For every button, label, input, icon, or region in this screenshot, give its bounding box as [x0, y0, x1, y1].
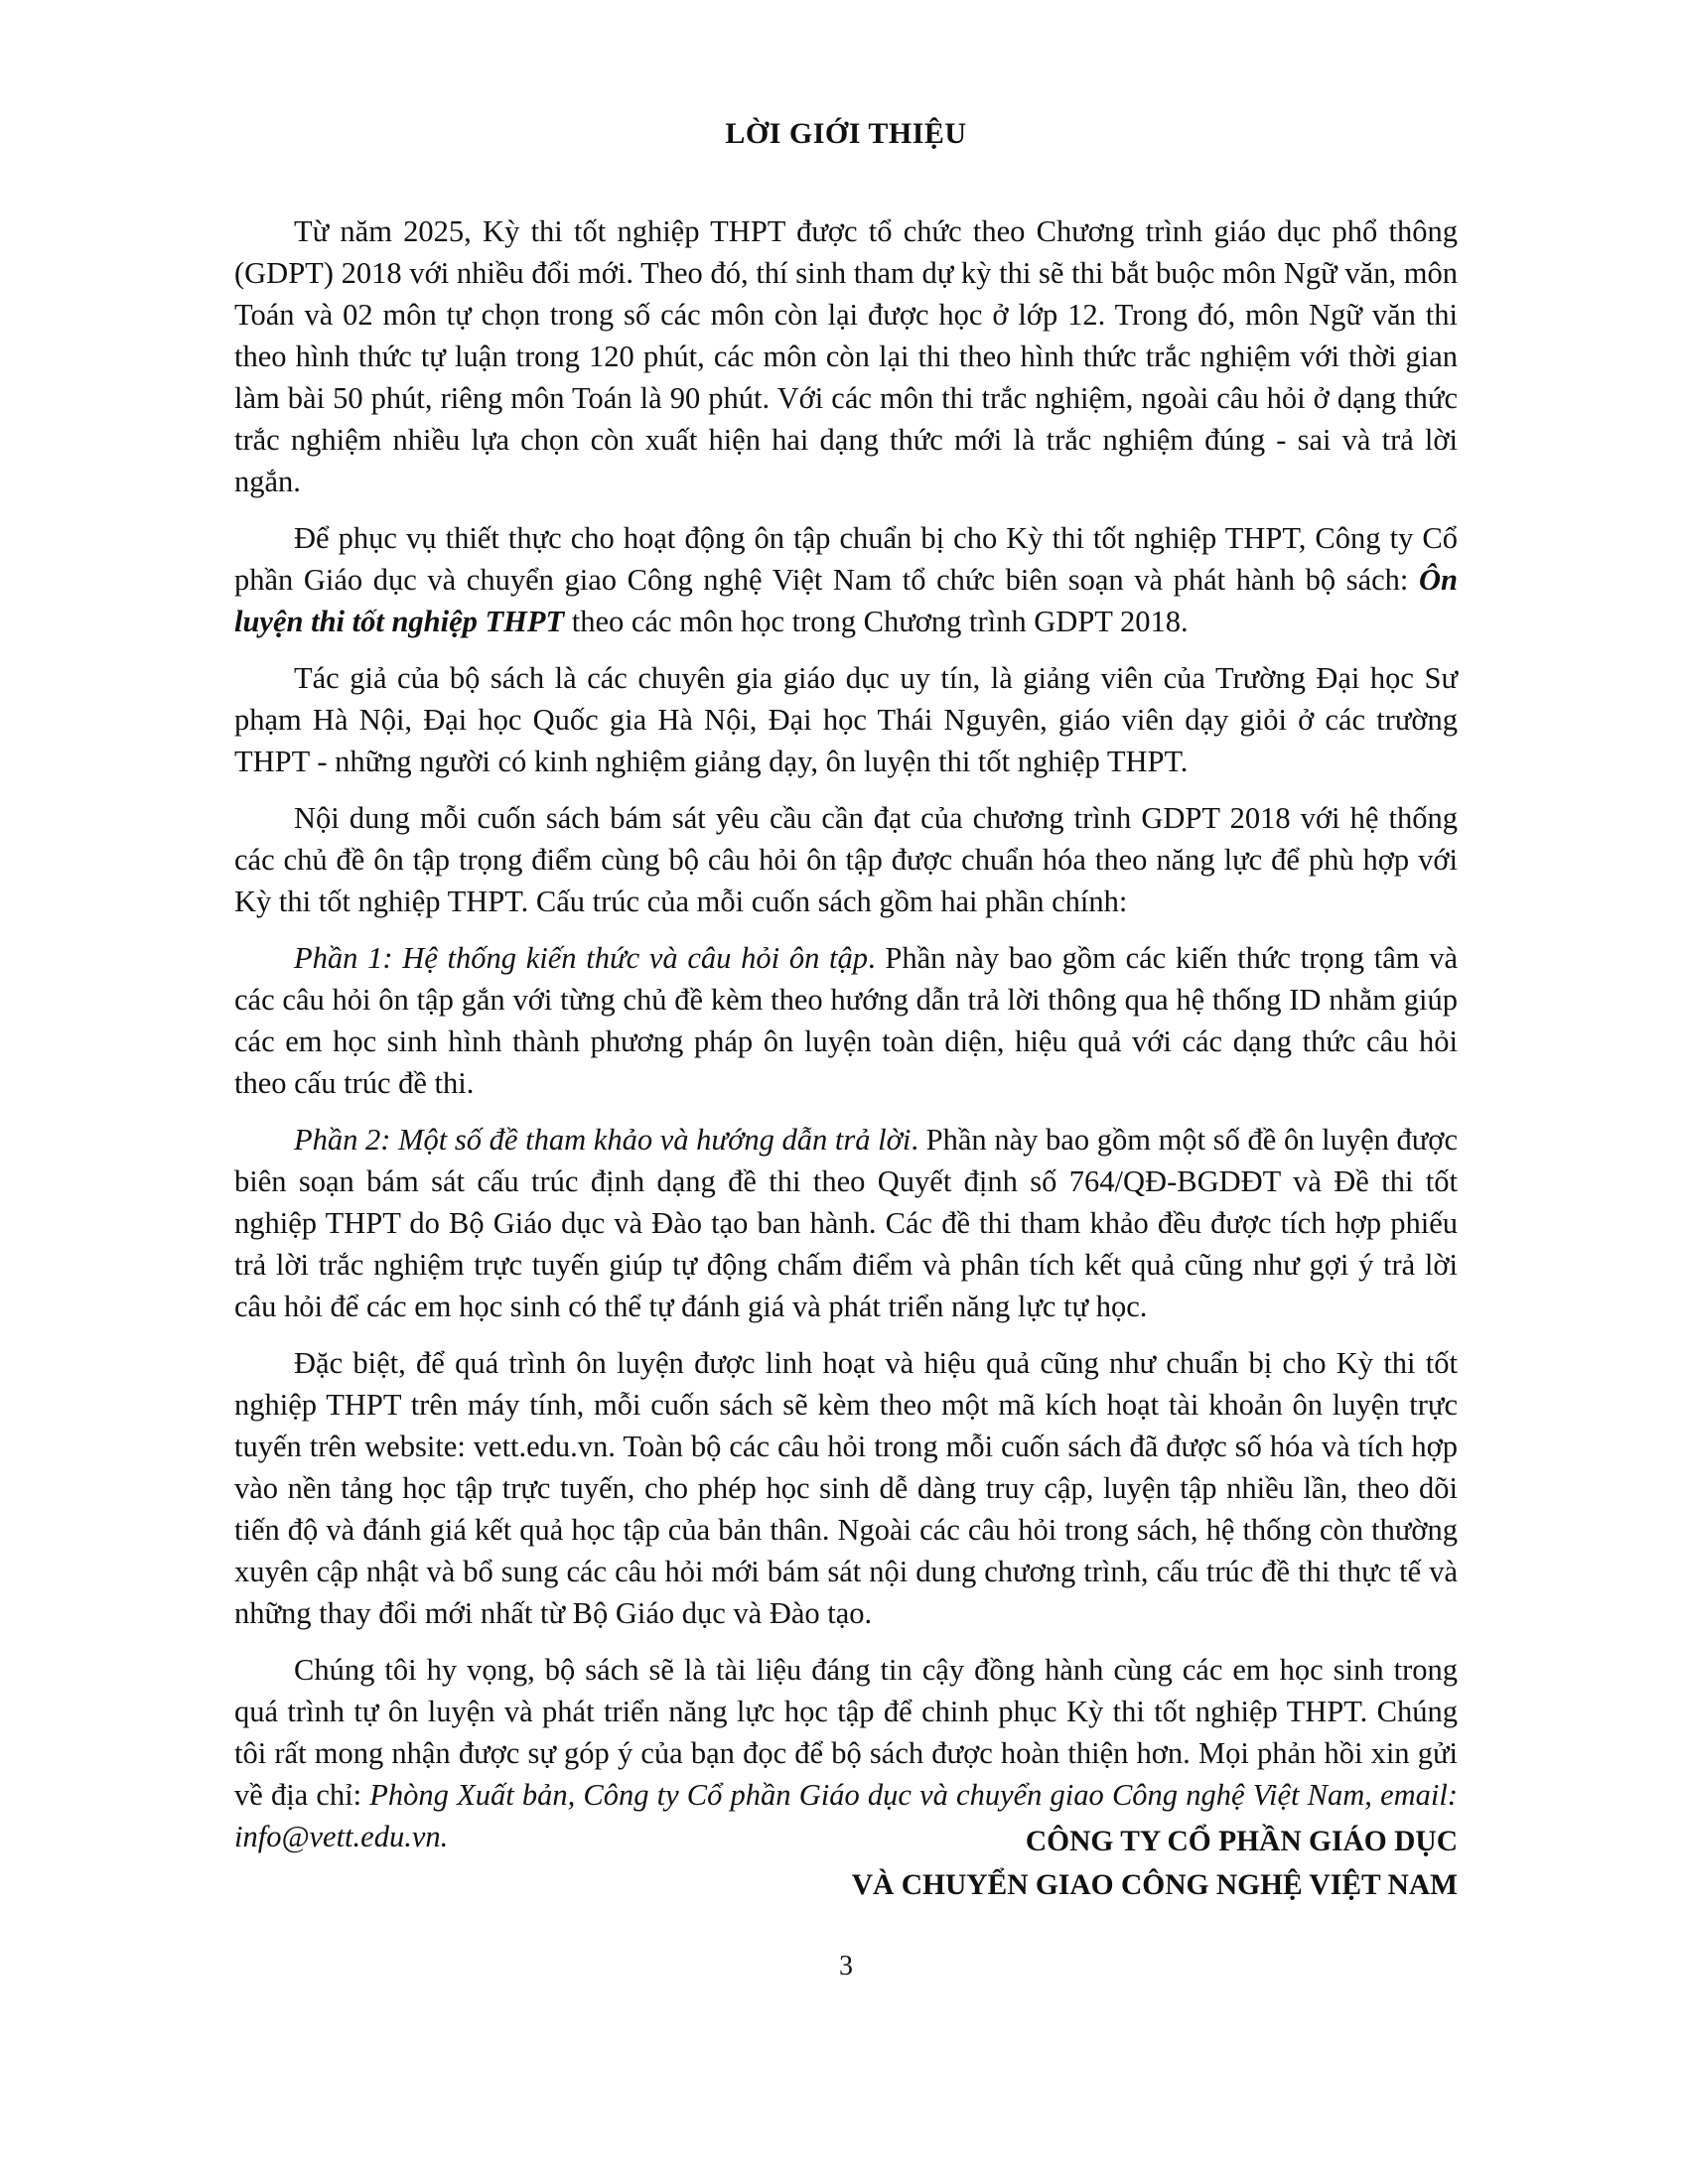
- part-2-label: Phần 2: Một số đề tham khảo và hướng dẫn trả lời: [294, 1123, 912, 1157]
- page-number: 3: [839, 1951, 853, 1981]
- signature-line-1: CÔNG TY CỔ PHẦN GIÁO DỤC: [1025, 1826, 1458, 1857]
- page-title: LỜI GIỚI THIỆU: [725, 117, 967, 150]
- part-2-text: . Phần này bao gồm một số đề ôn luyện được biên soạn bám sát cấu trúc định dạng đề thi theo Quyết định số 764/QĐ-BGDĐT và Đề thi tốt nghiệp THPT do Bộ Giáo dục và Đào tạo ban hành. Các đề thi tham khảo đều được tích hợp phiếu trả lời trắc nghiệm trực tuyến giúp tự động chấm điểm và phân tích kết quả cũng như gợi ý trả lời câu hỏi để các em học sinh có thể tự đánh giá và phát triển năng lực tự học.: [234, 1123, 1458, 1323]
- contact-address: Phòng Xuất bản, Công ty Cổ phần Giáo dục và chuyển giao Công nghệ Việt Nam, email: info@vett.edu.vn.: [234, 1778, 1458, 1853]
- paragraph-authors: Tác giả của bộ sách là các chuyên gia giáo dục uy tín, là giảng viên của Trường Đại học Sư phạm Hà Nội, Đại học Quốc gia Hà Nội, Đại học Thái Nguyên, giáo viên dạy giỏi ở các trường THPT - những người có kinh nghiệm giảng dạy, ôn luyện thi tốt nghiệp THPT.: [234, 661, 1458, 778]
- document-body: [234, 210, 1458, 1872]
- paragraph-purpose-text: Để phục vụ thiết thực cho hoạt động ôn tập chuẩn bị cho Kỳ thi tốt nghiệp THPT, Công ty Cổ phần Giáo dục và chuyển giao Công nghệ Việt Nam tổ chức biên soạn và phát hành bộ sách:: [234, 521, 1458, 597]
- paragraph-online: Đặc biệt, để quá trình ôn luyện được linh hoạt và hiệu quả cũng như chuẩn bị cho Kỳ thi tốt nghiệp THPT trên máy tính, mỗi cuốn sách sẽ kèm theo một mã kích hoạt tài khoản ôn luyện trực tuyến trên website: vett.edu.vn. Toàn bộ các câu hỏi trong mỗi cuốn sách đã được số hóa và tích hợp vào nền tảng học tập trực tuyến, cho phép học sinh dễ dàng truy cập, luyện tập nhiều lần, theo dõi tiến độ và đánh giá kết quả học tập của bản thân. Ngoài các câu hỏi trong sách, hệ thống còn thường xuyên cập nhật và bổ sung các câu hỏi mới bám sát nội dung chương trình, cấu trúc đề thi thực tế và những thay đổi mới nhất từ Bộ Giáo dục và Đào tạo.: [234, 1346, 1458, 1630]
- paragraph-intro: Từ năm 2025, Kỳ thi tốt nghiệp THPT được tổ chức theo Chương trình giáo dục phổ thông (GDPT) 2018 với nhiều đổi mới. Theo đó, thí sinh tham dự kỳ thi sẽ thi bắt buộc môn Ngữ văn, môn Toán và 02 môn tự chọn trong số các môn còn lại được học ở lớp 12. Trong đó, môn Ngữ văn thi theo hình thức tự luận trong 120 phút, các môn còn lại thi theo hình thức trắc nghiệm với thời gian làm bài 50 phút, riêng môn Toán là 90 phút. Với các môn thi trắc nghiệm, ngoài câu hỏi ở dạng thức trắc nghiệm nhiều lựa chọn còn xuất hiện hai dạng thức mới là trắc nghiệm đúng - sai và trả lời ngắn.: [234, 214, 1458, 498]
- paragraph-closing-text: Chúng tôi hy vọng, bộ sách sẽ là tài liệu đáng tin cậy đồng hành cùng các em học sinh trong quá trình tự ôn luyện và phát triển năng lực học tập để chinh phục Kỳ thi tốt nghiệp THPT. Chúng tôi rất mong nhận được sự góp ý của bạn đọc để bộ sách được hoàn thiện hơn. Mọi phản hồi xin gửi về địa chỉ:: [234, 1653, 1458, 1812]
- paragraph-content: Nội dung mỗi cuốn sách bám sát yêu cầu cần đạt của chương trình GDPT 2018 với hệ thống các chủ đề ôn tập trọng điểm cùng bộ câu hỏi ôn tập được chuẩn hóa theo năng lực để phù hợp với Kỳ thi tốt nghiệp THPT. Cấu trúc của mỗi cuốn sách gồm hai phần chính:: [234, 801, 1458, 918]
- book-series-title: Ôn luyện thi tốt nghiệp THPT: [234, 563, 1458, 638]
- paragraph-part-1: [234, 937, 1458, 1104]
- part-1-text: . Phần này bao gồm các kiến thức trọng tâm và các câu hỏi ôn tập gắn với từng chủ đề kèm theo hướng dẫn trả lời thông qua hệ thống ID nhằm giúp các em học sinh hình thành phương pháp ôn luyện toàn diện, hiệu quả với các dạng thức câu hỏi theo cấu trúc đề thi.: [234, 941, 1458, 1100]
- signature-block: [234, 1820, 1458, 1907]
- part-1-label: Phần 1: Hệ thống kiến thức và câu hỏi ôn tập: [294, 941, 869, 975]
- paragraph-purpose: [234, 517, 1458, 642]
- paragraph-part-2: [234, 1119, 1458, 1327]
- paragraph-purpose-text-end: theo các môn học trong Chương trình GDPT 2018.: [564, 605, 1189, 638]
- signature-line-2: VÀ CHUYỂN GIAO CÔNG NGHỆ VIỆT NAM: [851, 1869, 1458, 1901]
